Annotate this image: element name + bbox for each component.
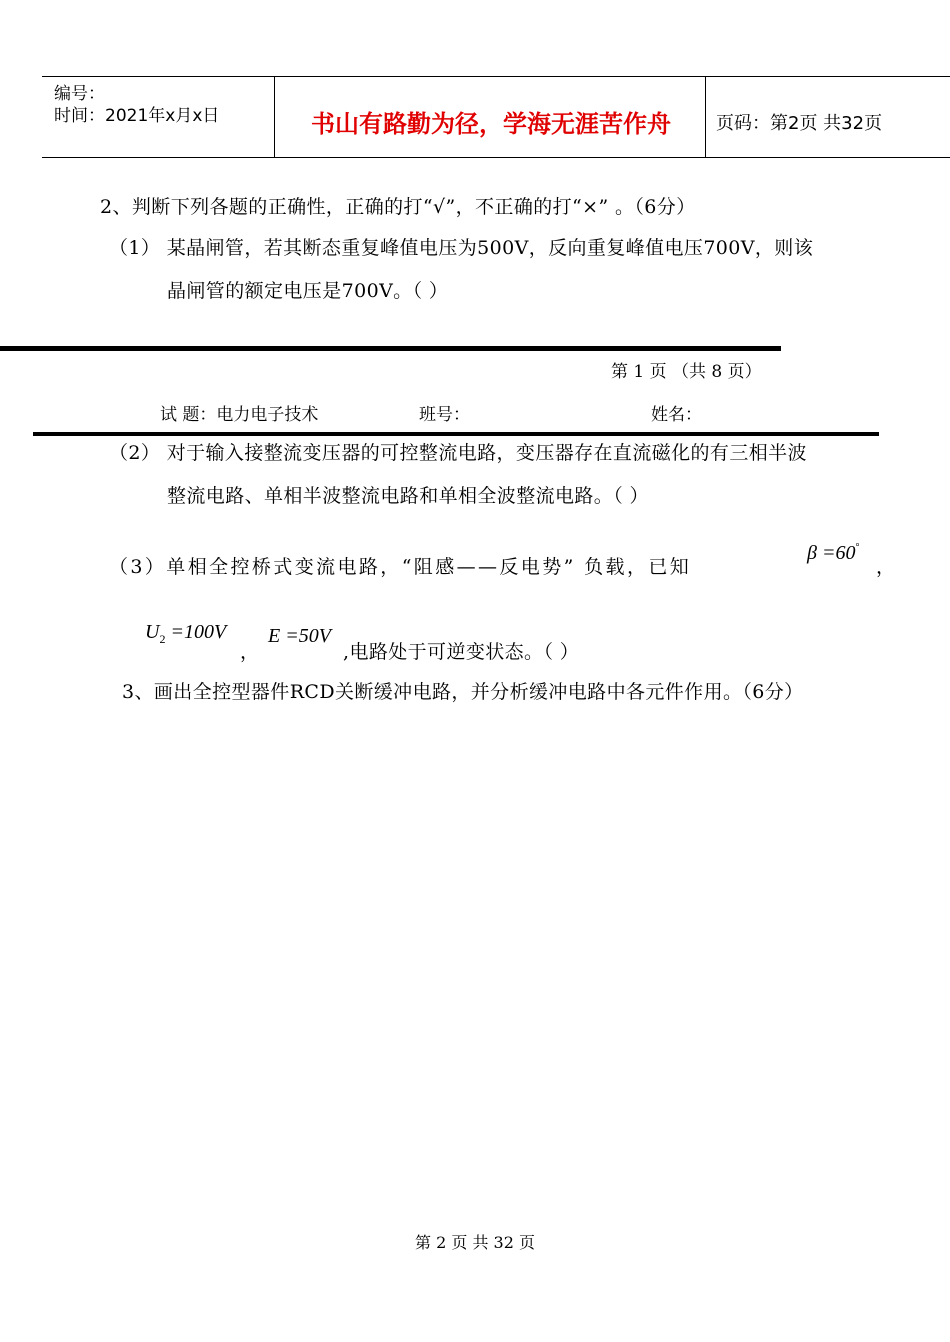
formula-separator: ， bbox=[240, 641, 260, 663]
u2-subscript: 2 bbox=[159, 632, 166, 646]
header-time-label: 时间：2021年x月x日 bbox=[54, 106, 220, 126]
degree-symbol: ° bbox=[855, 542, 860, 553]
question-2-item-2-line-1: （2） 对于输入接整流变压器的可控整流电路，变压器存在直流磁化的有三相半波 bbox=[109, 442, 807, 464]
question-2-title: 2、判断下列各题的正确性，正确的打“√”，不正确的打“×” 。（6分） bbox=[100, 196, 696, 218]
u2-symbol: U bbox=[145, 621, 160, 643]
header-page-info: 页码：第2页 共32页 bbox=[716, 113, 883, 134]
header-motto: 书山有路勤为径，学海无涯苦作舟 bbox=[311, 110, 671, 138]
header-divider-left bbox=[274, 77, 275, 157]
item-3-comma: ， bbox=[876, 556, 896, 578]
page-break-rule-bottom bbox=[33, 432, 879, 436]
question-3-title: 3、画出全控型器件RCD关断缓冲电路，并分析缓冲电路中各元件作用。（6分） bbox=[122, 681, 804, 703]
document-header bbox=[42, 76, 950, 158]
beta-angle-formula bbox=[807, 536, 859, 565]
u2-formula bbox=[145, 620, 226, 651]
page-break-rule-top bbox=[0, 346, 781, 351]
question-2-item-1-line-1: （1） 某晶闸管，若其断态重复峰值电压为500V，反向重复峰值电压700V，则该 bbox=[109, 237, 814, 259]
header-number-label: 编号： bbox=[54, 84, 105, 104]
e-formula: E =50V bbox=[268, 625, 331, 647]
beta-value: β =60 bbox=[807, 542, 856, 564]
class-number-label: 班号： bbox=[419, 405, 470, 425]
u2-value: =100V bbox=[165, 621, 227, 643]
header-meta bbox=[54, 83, 219, 127]
question-2-item-2-line-2: 整流电路、单相半波整流电路和单相全波整流电路。（ ） bbox=[167, 485, 649, 507]
embedded-page-number: 第 1 页 （共 8 页） bbox=[611, 362, 762, 382]
question-2-item-1-line-2: 晶闸管的额定电压是700V。（ ） bbox=[167, 280, 449, 302]
student-name-label: 姓名： bbox=[651, 405, 702, 425]
header-divider-right bbox=[705, 77, 706, 157]
footer-page-info: 第 2 页 共 32 页 bbox=[415, 1233, 535, 1252]
exam-subject: 试 题：电力电子技术 bbox=[160, 405, 319, 425]
question-2-item-3-line-2: ,电路处于可逆变状态。（ ） bbox=[343, 641, 580, 663]
question-2-item-3-line-1: （3）单相全控桥式变流电路，“阻感——反电势” 负载，已知 bbox=[109, 556, 692, 578]
